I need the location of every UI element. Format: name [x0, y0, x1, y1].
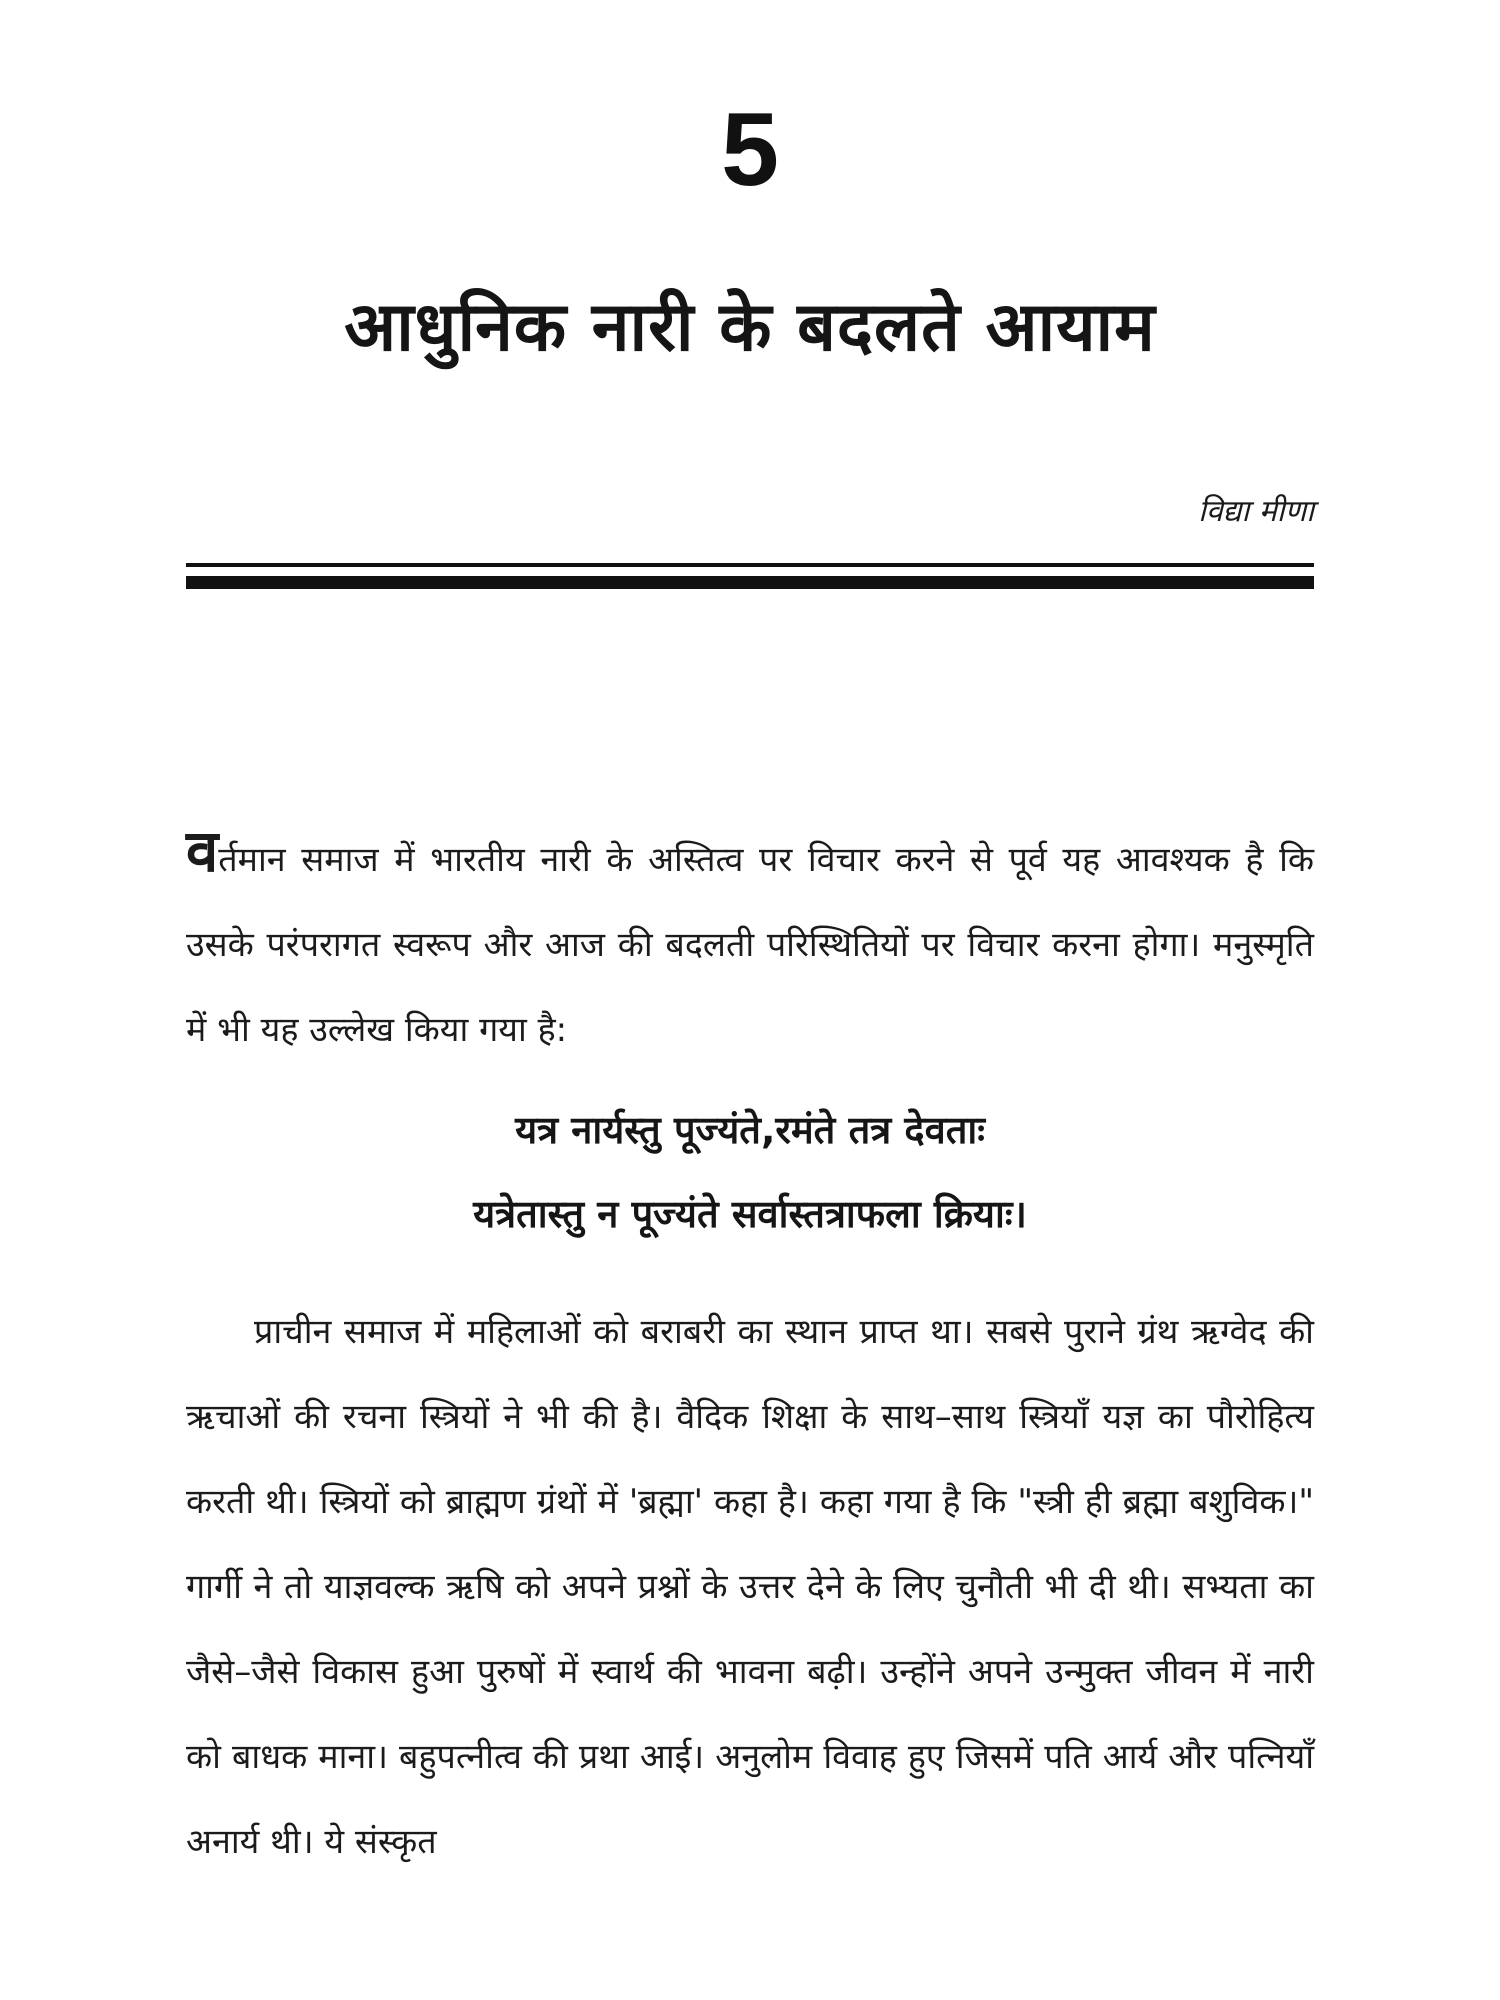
verse-line-2: यत्रेतास्तु न पूज्यंते सर्वास्तत्राफला क्रियाः। — [473, 1192, 1027, 1236]
author-name: विद्या मीणा — [1198, 494, 1314, 529]
header-rule-thick — [186, 576, 1314, 589]
chapter-title: आधुनिक नारी के बदलते आयाम — [344, 288, 1156, 367]
paragraph-ancient-society: प्राचीन समाज में महिलाओं को बराबरी का स्थान प्राप्त था। सबसे पुराने ग्रंथ ऋग्वेद की ऋचाओं की रचना स्त्रियों ने भी की है। वैदिक शिक्षा के साथ–साथ स्त्रियाँ यज्ञ का पौरोहित्य करती थी। स्त्रियों को ब्राह्मण ग्रंथों में 'ब्रह्मा' कहा है। कहा गया है कि "स्त्री ही ब्रह्मा बशुविक।" गार्गी ने तो याज्ञवल्क ऋषि को अपने प्रश्नों के उत्तर देने के लिए चुनौती भी दी थी। सभ्यता का जैसे–जैसे विकास हुआ पुरुषों में स्वार्थ की भावना बढ़ी। उन्होंने अपने उन्मुक्त जीवन में नारी को बाधक माना। बहुपत्नीत्व की प्रथा आई। अनुलोम विवाह हुए जिसमें पति आर्य और पत्नियाँ अनार्य थी। ये संस्कृत — [186, 1312, 1314, 1862]
drop-cap: व — [186, 817, 219, 885]
header-rule-thin — [186, 563, 1314, 567]
verse-line-1: यत्र नार्यस्तु पूज्यंते,रमंते तत्र देवताः — [515, 1108, 985, 1152]
chapter-number: 5 — [721, 92, 779, 208]
paragraph-intro-text: र्तमान समाज में भारतीय नारी के अस्तित्व पर विचार करने से पूर्व यह आवश्यक है कि उसके परंपरागत स्वरूप और आज की बदलती परिस्थितियों पर विचार करना होगा। मनुस्मृति में भी यह उल्लेख किया गया है: — [186, 840, 1314, 1050]
paragraph-intro — [186, 818, 1314, 1073]
